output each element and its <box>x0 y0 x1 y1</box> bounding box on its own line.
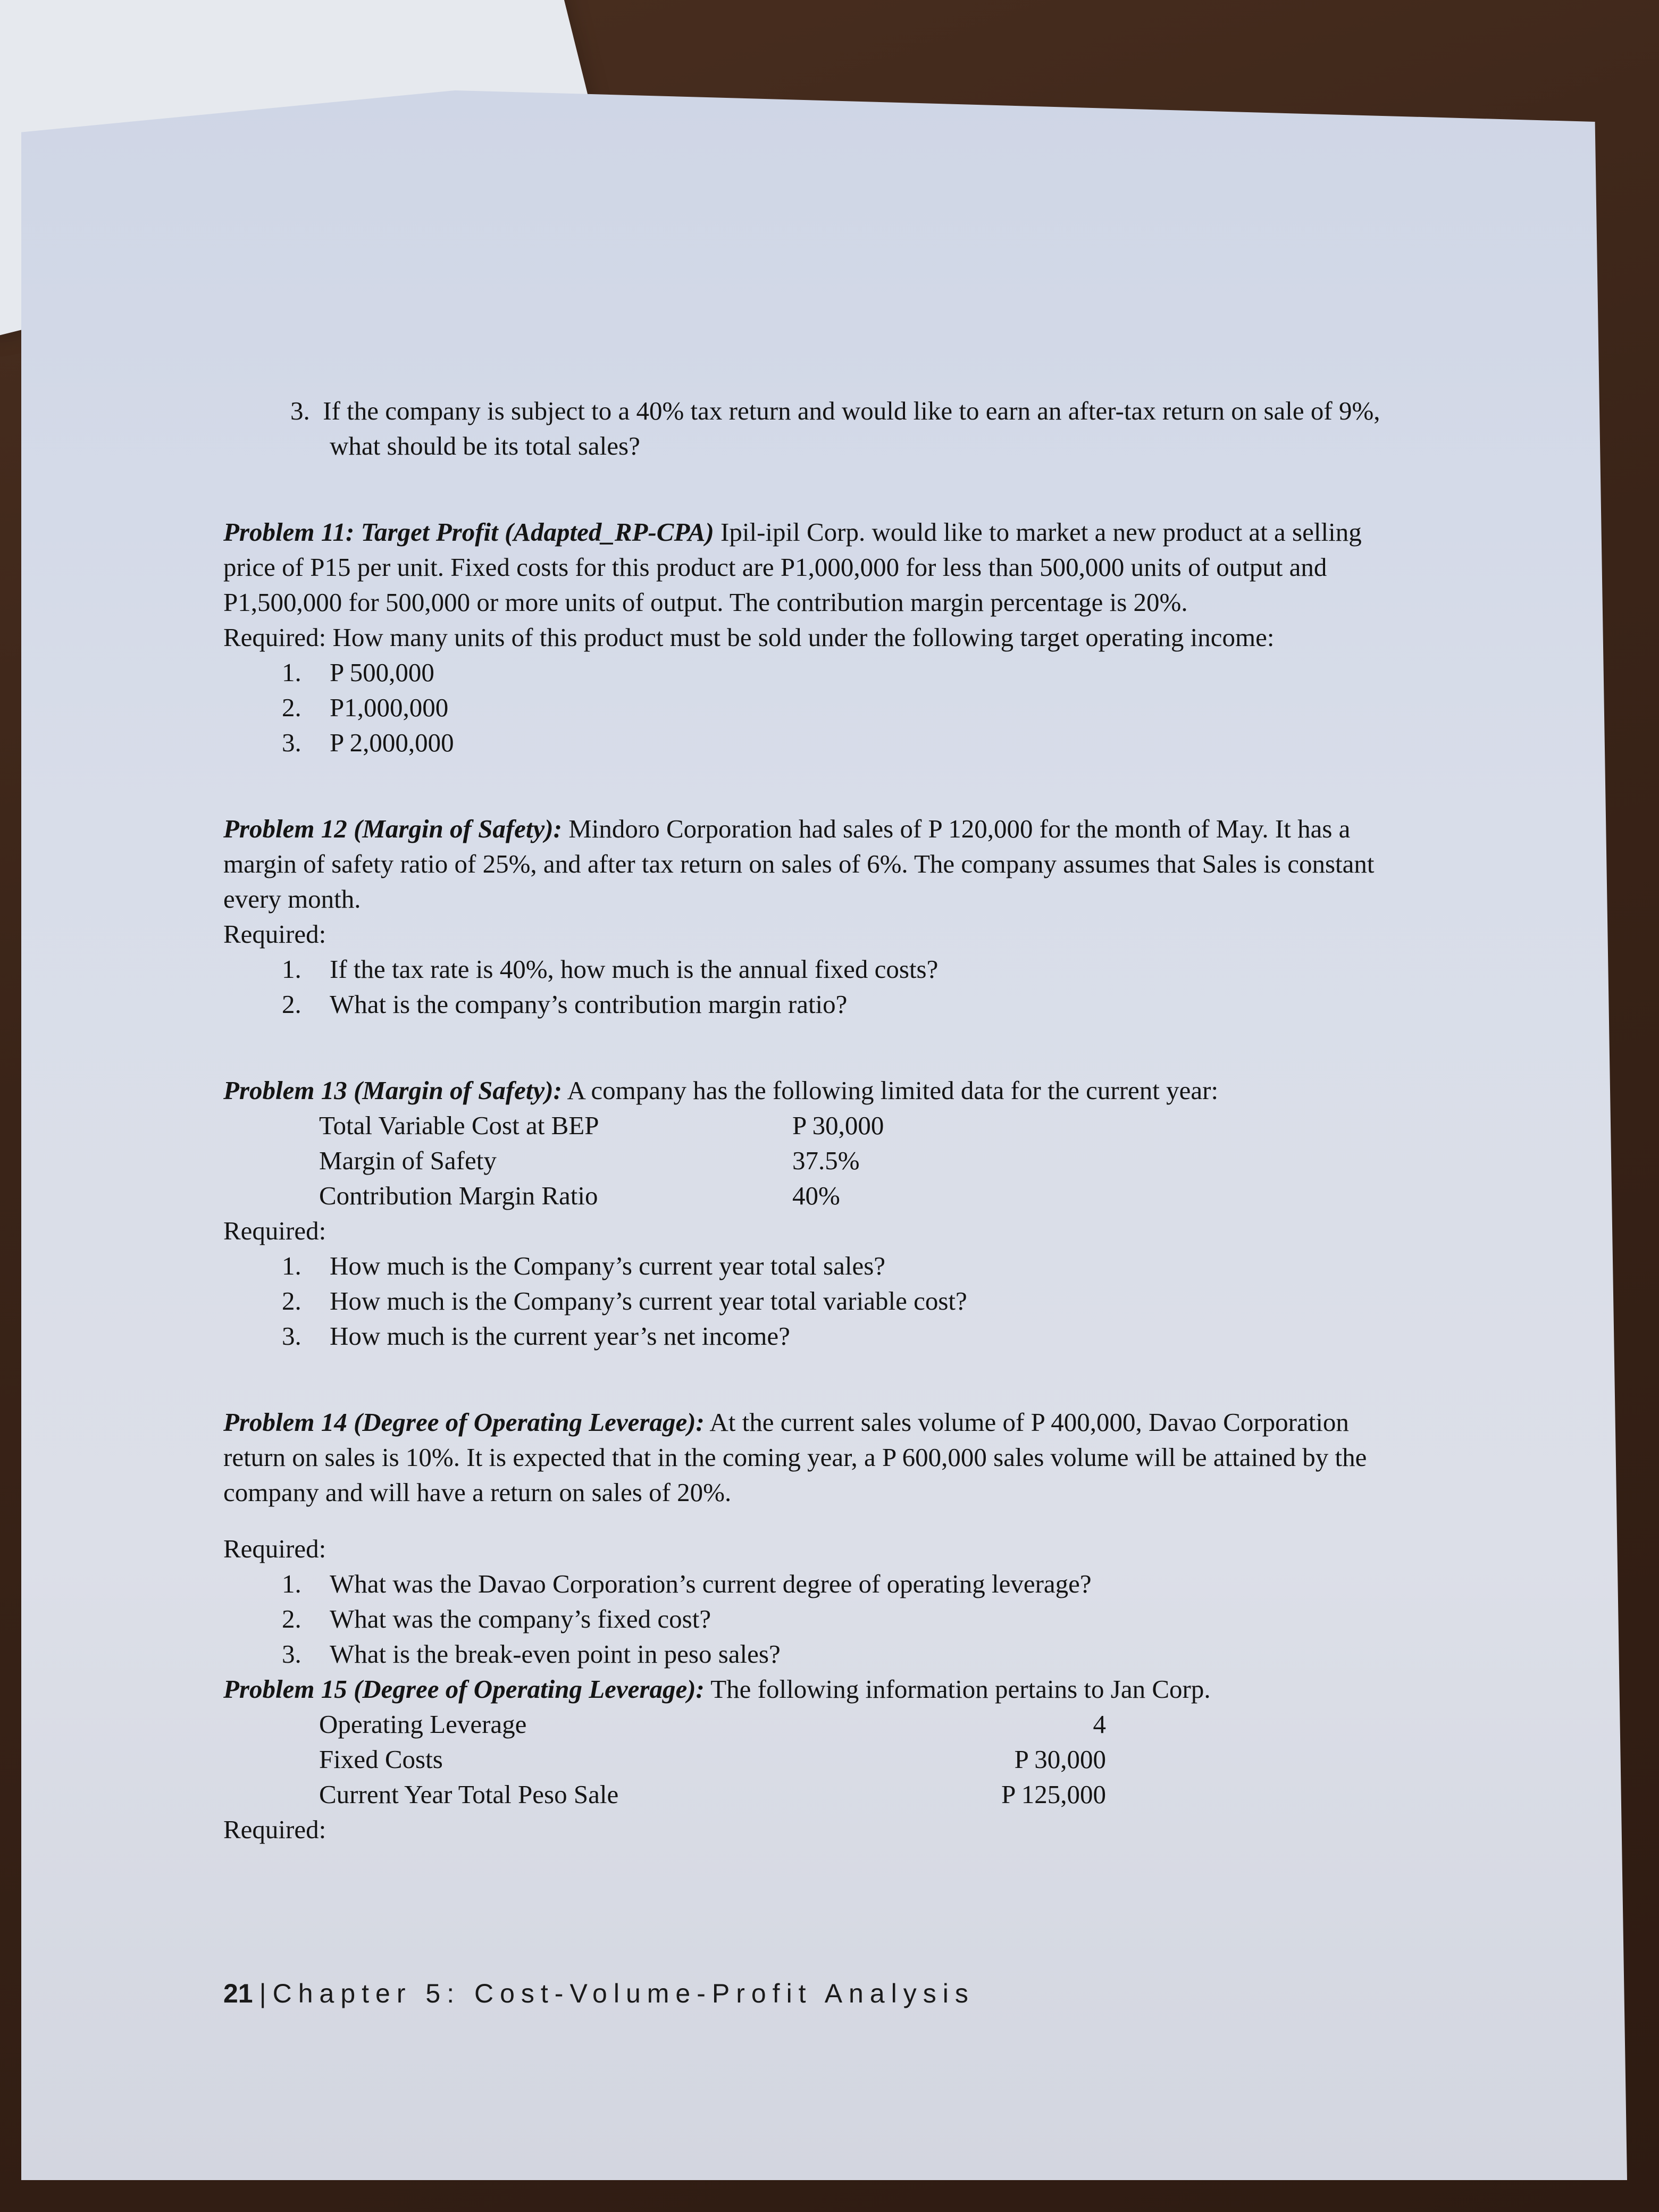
problem-13 <box>223 1073 1382 1354</box>
list-item-text: What was the company’s fixed cost? <box>330 1604 711 1633</box>
list-item <box>282 1637 1382 1672</box>
table-cell-value: 40% <box>792 1181 840 1210</box>
problem-13-title: Problem 13 (Margin of Safety): <box>223 1076 562 1105</box>
question-3-text: If the company is subject to a 40% tax return and would like to earn an after-tax return on sale of 9%, what should be its total sales? <box>323 396 1380 460</box>
problem-15-required: Required: <box>223 1815 326 1844</box>
list-item-text: How much is the current year’s net income? <box>330 1321 790 1351</box>
problem-12 <box>223 811 1382 1022</box>
problem-14-list <box>223 1566 1382 1672</box>
table-row <box>319 1143 884 1178</box>
problem-12-required: Required: <box>223 919 326 949</box>
list-item-text: If the tax rate is 40%, how much is the annual fixed costs? <box>330 954 939 984</box>
problem-11-list <box>223 655 1382 760</box>
problem-14-intro <box>223 1405 1382 1510</box>
list-item-number: 3. <box>282 1639 301 1669</box>
table-cell-value: P 30,000 <box>792 1111 884 1140</box>
list-item-number: 3. <box>282 728 301 757</box>
list-item <box>282 655 1382 690</box>
problem-11-intro <box>223 515 1382 620</box>
table-cell-label: Contribution Margin Ratio <box>319 1181 598 1210</box>
problem-12-intro <box>223 811 1382 917</box>
list-item-number: 2. <box>282 1286 301 1316</box>
problem-11-title: Problem 11: Target Profit (Adapted_RP-CPA) <box>223 517 714 547</box>
problem-13-data-table <box>319 1108 884 1213</box>
list-item <box>282 1284 1382 1319</box>
page-number: 21 <box>223 1979 253 2008</box>
list-item-number: 1. <box>282 954 301 984</box>
list-item <box>282 1566 1382 1602</box>
list-item-number: 1. <box>282 1569 301 1598</box>
problem-14-body: At the current sales volume of P 400,000, Davao Corporation return on sales is 10%. It is expected that in the coming year, a P 600,000 sales volume will be attained by the company and will have a return on sales of 20%. <box>223 1407 1367 1507</box>
problem-15-title: Problem 15 (Degree of Operating Leverage): <box>223 1674 705 1704</box>
problem-13-body: A company has the following limited data for the current year: <box>562 1076 1219 1105</box>
list-item <box>282 952 1382 987</box>
chapter-title: Chapter 5: Cost-Volume-Profit Analysis <box>272 1979 975 2008</box>
problem-12-body: Mindoro Corporation had sales of P 120,000 for the month of May. It has a margin of safety ratio of 25%, and after tax return on sales of 6%. The company assumes that Sales is constant every month. <box>223 814 1375 914</box>
table-cell-value: P 125,000 <box>1001 1780 1106 1809</box>
table-row <box>319 1777 1106 1812</box>
list-item-number: 1. <box>282 658 301 687</box>
problem-15 <box>223 1672 1382 1847</box>
list-item-text: How much is the Company’s current year total sales? <box>330 1251 886 1280</box>
problem-14-required: Required: <box>223 1534 326 1563</box>
table-row <box>319 1742 1106 1777</box>
table-cell-label: Fixed Costs <box>319 1745 443 1774</box>
problem-12-title: Problem 12 (Margin of Safety): <box>223 814 562 843</box>
table-cell-label: Operating Leverage <box>319 1710 527 1739</box>
table-row <box>319 1178 884 1213</box>
problem-15-data-table <box>319 1707 1106 1812</box>
problem-13-required: Required: <box>223 1216 326 1245</box>
list-item-number: 2. <box>282 693 301 722</box>
list-item <box>282 1249 1382 1284</box>
question-3-number: 3. <box>290 396 310 425</box>
list-item-text: P1,000,000 <box>330 693 449 722</box>
list-item-number: 1. <box>282 1251 301 1280</box>
list-item-text: What is the company’s contribution margin ratio? <box>330 990 848 1019</box>
list-item <box>282 987 1382 1022</box>
footer-separator: | <box>259 1979 266 2008</box>
problem-14 <box>223 1405 1382 1672</box>
table-cell-label: Margin of Safety <box>319 1146 497 1175</box>
list-item-number: 3. <box>282 1321 301 1351</box>
list-item-text: What was the Davao Corporation’s current degree of operating leverage? <box>330 1569 1092 1598</box>
table-row <box>319 1108 884 1143</box>
list-item <box>282 1319 1382 1354</box>
list-item-number: 2. <box>282 990 301 1019</box>
page-footer <box>223 1978 975 2009</box>
list-item-text: How much is the Company’s current year total variable cost? <box>330 1286 967 1316</box>
question-3 <box>223 393 1382 464</box>
table-cell-value: 4 <box>1093 1710 1106 1739</box>
list-item <box>282 690 1382 725</box>
list-item-text: What is the break-even point in peso sales? <box>330 1639 781 1669</box>
problem-11-required: Required: How many units of this product must be sold under the following target operating income: <box>223 623 1275 652</box>
table-cell-label: Total Variable Cost at BEP <box>319 1111 599 1140</box>
page-content <box>223 393 1382 1847</box>
problem-15-intro <box>223 1672 1382 1707</box>
table-row <box>319 1707 1106 1742</box>
list-item-text: P 500,000 <box>330 658 434 687</box>
problem-15-body: The following information pertains to Jan Corp. <box>704 1674 1211 1704</box>
problem-13-intro <box>223 1073 1382 1108</box>
list-item-number: 2. <box>282 1604 301 1633</box>
problem-12-list <box>223 952 1382 1022</box>
list-item <box>282 725 1382 760</box>
problem-11 <box>223 515 1382 760</box>
problem-13-list <box>223 1249 1382 1354</box>
table-cell-value: P 30,000 <box>1014 1745 1106 1774</box>
problem-11-body: Ipil-ipil Corp. would like to market a new product at a selling price of P15 per unit. Fixed costs for this product are P1,000,000 for less than 500,000 units of output and P1,500,000 for 500,000 or more units of output. The contribution margin percentage is 20%. <box>223 517 1362 617</box>
problem-14-title: Problem 14 (Degree of Operating Leverage): <box>223 1407 705 1437</box>
list-item-text: P 2,000,000 <box>330 728 454 757</box>
list-item <box>282 1602 1382 1637</box>
table-cell-value: 37.5% <box>792 1146 860 1175</box>
table-cell-label: Current Year Total Peso Sale <box>319 1780 619 1809</box>
